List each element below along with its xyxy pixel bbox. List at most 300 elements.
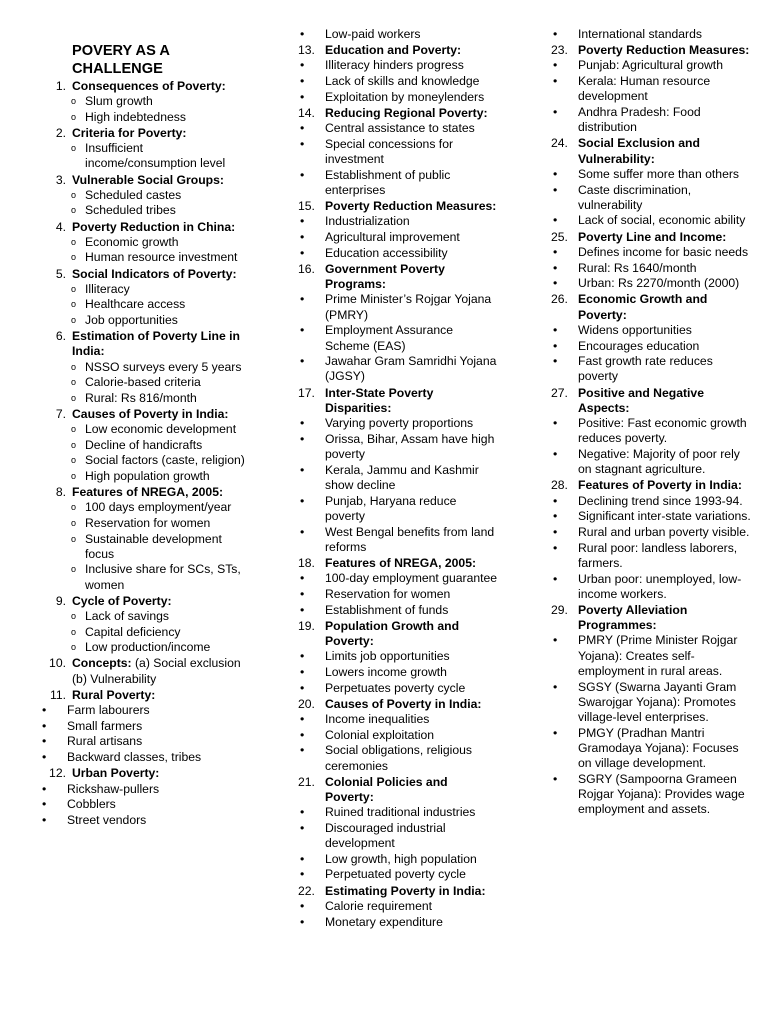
hollow-bullet-icon: o (70, 315, 76, 325)
bullet-icon: • (300, 664, 305, 679)
list-item (551, 541, 751, 571)
list-item (298, 603, 498, 618)
bullet-icon: • (300, 820, 305, 835)
bullet-icon: • (300, 851, 305, 866)
list-item (298, 292, 498, 322)
section-heading-text: Colonial Policies and Poverty: (325, 774, 448, 804)
hollow-bullet-icon: o (70, 642, 76, 653)
list-item (298, 74, 498, 89)
list-item (298, 416, 498, 431)
list-item-text: Urban poor: unemployed, low-income workers. (578, 571, 742, 601)
list-item-text: Caste discrimination, vulnerability (578, 182, 692, 212)
list-item (551, 245, 751, 260)
list-item-text: PMGY (Pradhan Mantri Gramodaya Yojana): Focuses on village development. (578, 725, 739, 771)
bullet-icon: • (553, 213, 558, 228)
section-heading (40, 766, 245, 781)
sub-list-item-text: Scheduled tribes (85, 203, 176, 218)
section-heading-text: Social Exclusion and Vulnerability: (578, 136, 700, 166)
sub-list-item-text: Lack of savings (85, 608, 170, 623)
sub-list-item-text: Social factors (caste, religion) (85, 453, 245, 468)
bullet-icon: • (300, 167, 305, 182)
section-heading (298, 386, 498, 416)
column-2 (298, 27, 498, 930)
list-item-text: Widens opportunities (578, 322, 692, 337)
hollow-bullet-icon: o (70, 610, 76, 621)
list-item (551, 772, 751, 818)
list-item-text: Positive: Fast economic growth reduces poverty. (578, 416, 747, 446)
sub-list-item (40, 235, 245, 250)
bullet-icon: • (553, 509, 558, 524)
list-item (298, 137, 498, 167)
section-heading (551, 386, 751, 416)
section-number: 1. (55, 79, 66, 93)
list-item (298, 121, 498, 136)
list-item (40, 782, 245, 797)
sub-list-item (40, 469, 245, 484)
list-item (551, 339, 751, 354)
bullet-icon: • (300, 680, 305, 695)
bullet-icon: • (553, 633, 558, 648)
sub-list-item (40, 203, 245, 218)
section-heading-text: Estimating Poverty in India: (325, 883, 486, 898)
section-heading (551, 603, 751, 633)
list-item-text: Central assistance to states (325, 121, 475, 136)
section-heading (298, 106, 498, 121)
sub-list-item-text: High population growth (85, 468, 210, 483)
list-item (551, 105, 751, 135)
list-item (551, 276, 751, 291)
section-heading-text: Inter-State Poverty Disparities: (325, 385, 434, 415)
list-item-text: Rickshaw-pullers (67, 781, 160, 796)
section-heading (298, 884, 498, 899)
sub-list-item-text: Low economic development (85, 422, 237, 437)
list-item (40, 703, 245, 718)
list-item-text: 100-day employment guarantee (325, 571, 498, 586)
sub-list-item-text: Slum growth (85, 94, 153, 109)
bullet-icon: • (553, 525, 558, 539)
sub-list-item (40, 110, 245, 125)
section-number: 23. (551, 43, 568, 58)
sub-list-item-text: Calorie-based criteria (85, 375, 201, 390)
section-number: 14. (298, 106, 315, 121)
list-item (298, 805, 498, 820)
sub-list-item-text: Scheduled castes (85, 187, 182, 202)
sub-list-item-text: Low production/income (85, 640, 211, 655)
sub-list-item (40, 250, 245, 265)
section-heading-bold: Concepts: (72, 656, 132, 671)
bullet-icon: • (300, 805, 305, 820)
list-item (298, 354, 498, 384)
section-heading-text: Features of Poverty in India: (578, 478, 742, 493)
list-item (298, 821, 498, 851)
list-item (551, 74, 751, 104)
sub-list-item (40, 640, 245, 655)
list-item-text: Encourages education (578, 338, 700, 353)
section-heading (40, 485, 245, 500)
bullet-icon: • (553, 27, 558, 41)
section-number: 13. (298, 43, 315, 58)
list-item-text: Special concessions for investment (325, 136, 454, 167)
section-heading (40, 220, 245, 235)
section-heading-text: Features of NREGA, 2005: (72, 485, 224, 500)
section-number: 6. (55, 329, 66, 344)
list-item-text: Defines income for basic needs (578, 244, 749, 259)
sub-list-item-text: Illiteracy (85, 281, 130, 296)
list-item (298, 90, 498, 105)
section-heading (298, 43, 498, 58)
bullet-icon: • (300, 743, 305, 758)
list-item-text: Agricultural improvement (325, 230, 460, 245)
list-item (298, 587, 498, 602)
bullet-icon: • (300, 74, 305, 89)
list-item-text: Income inequalities (325, 711, 430, 726)
section-heading-text: Consequences of Poverty: (72, 79, 226, 93)
section-number: 4. (55, 219, 66, 234)
section-number: 18. (298, 555, 315, 570)
list-item-text: Farm labourers (67, 702, 150, 717)
list-item-text: Varying poverty proportions (325, 416, 474, 431)
bullet-icon: • (300, 416, 305, 431)
list-item-text: Orissa, Bihar, Assam have high poverty (325, 431, 495, 461)
list-item (551, 261, 751, 276)
hollow-bullet-icon: o (70, 143, 76, 154)
list-item (551, 354, 751, 384)
section-number: 12. (49, 766, 66, 781)
sub-list-item (40, 500, 245, 515)
sub-list-item-text: Capital deficiency (85, 624, 181, 639)
section-number: 27. (551, 385, 568, 400)
sub-list-item-text: Decline of handicrafts (85, 437, 203, 452)
list-item-text: Cobblers (67, 797, 116, 812)
list-item-text: Lack of social, economic ability (578, 213, 746, 228)
section-heading-text: Rural Poverty: (72, 687, 156, 702)
sub-list-item-text: Healthcare access (85, 297, 186, 312)
bullet-icon: • (42, 812, 47, 827)
hollow-bullet-icon: o (70, 96, 76, 107)
bullet-icon: • (553, 571, 558, 586)
section-number: 9. (55, 593, 66, 608)
bullet-icon: • (553, 322, 558, 337)
sub-list-item (40, 297, 245, 312)
bullet-icon: • (300, 214, 305, 229)
list-item-text: Significant inter-state variations. (578, 509, 751, 524)
section-number: 16. (298, 262, 315, 277)
list-item-text: Punjab, Haryana reduce poverty (325, 493, 457, 523)
hollow-bullet-icon: o (70, 517, 76, 528)
section-heading-text: Positive and Negative Aspects: (578, 385, 704, 415)
section-heading-text: Poverty Reduction Measures: (578, 43, 750, 58)
bullet-icon: • (553, 771, 558, 786)
section-number: 8. (55, 485, 66, 500)
section-heading (298, 262, 498, 292)
list-item (298, 867, 498, 882)
list-item (551, 213, 751, 228)
bullet-icon: • (300, 230, 305, 245)
section-number: 26. (551, 292, 568, 307)
list-item (551, 572, 751, 602)
sub-list-item-text: NSSO surveys every 5 years (85, 359, 242, 374)
section-heading (551, 478, 751, 493)
list-item-text: Employment Assurance Scheme (EAS) (325, 323, 454, 353)
section-heading (40, 688, 245, 703)
sub-list-item-text: Job opportunities (85, 313, 178, 327)
sub-list-item (40, 453, 245, 468)
list-item (298, 494, 498, 524)
section-number: 21. (298, 774, 315, 789)
bullet-icon: • (553, 493, 558, 508)
section-heading-text: Economic Growth and Poverty: (578, 292, 708, 322)
list-item (40, 750, 245, 765)
sub-list-item-text: Human resource investment (85, 250, 238, 265)
list-item (298, 323, 498, 353)
hollow-bullet-icon: o (70, 361, 76, 372)
sub-list-item-text: Inclusive share for SCs, STs, women (85, 562, 241, 592)
column-3 (551, 27, 751, 818)
section-heading (40, 407, 245, 422)
document-title: POVERY AS A CHALLENGE (72, 43, 170, 77)
section-heading-text: Reducing Regional Poverty: (325, 106, 488, 121)
list-item-text: Limits job opportunities (325, 649, 450, 664)
section-heading-text: Poverty Reduction Measures: (325, 199, 497, 214)
list-item-text: Andhra Pradesh: Food distribution (578, 105, 701, 135)
list-item-text: Ruined traditional industries (325, 805, 476, 820)
list-item (298, 230, 498, 245)
list-item-text: Urban: Rs 2270/month (2000) (578, 276, 740, 291)
sub-list-item (40, 282, 245, 297)
bullet-icon: • (300, 711, 305, 726)
list-item-text: Street vendors (67, 812, 147, 827)
bullet-icon: • (553, 58, 558, 73)
sub-list-item (40, 516, 245, 531)
section-number: 5. (55, 266, 66, 281)
bullet-icon: • (553, 354, 558, 369)
section-heading-text: Population Growth and Poverty: (325, 618, 460, 648)
section-heading-text: Causes of Poverty in India: (72, 407, 229, 421)
list-item (298, 27, 498, 42)
list-item (298, 246, 498, 261)
list-item-text: Low-paid workers (325, 27, 421, 41)
section-number: 3. (55, 172, 66, 187)
bullet-icon: • (300, 649, 305, 664)
section-heading-text: Criteria for Poverty: (72, 126, 187, 140)
bullet-icon: • (553, 74, 558, 89)
hollow-bullet-icon: o (70, 236, 76, 247)
list-item-text: Perpetuated poverty cycle (325, 867, 466, 882)
list-item (298, 214, 498, 229)
list-item-text: Rural: Rs 1640/month (578, 260, 697, 275)
bullet-icon: • (42, 781, 47, 796)
hollow-bullet-icon: o (70, 470, 76, 481)
bullet-icon: • (42, 750, 47, 765)
bullet-icon: • (42, 734, 47, 749)
bullet-icon: • (300, 867, 305, 882)
list-item (551, 27, 751, 42)
section-heading (298, 619, 498, 649)
sub-list-item-text: Sustainable development focus (85, 531, 222, 561)
sub-list-item (40, 188, 245, 203)
sub-list-item (40, 438, 245, 453)
section-heading-text: Poverty Line and Income: (578, 229, 727, 244)
list-item (40, 734, 245, 749)
hollow-bullet-icon: o (70, 502, 76, 513)
sub-list-item (40, 625, 245, 640)
hollow-bullet-icon: o (70, 252, 76, 263)
hollow-bullet-icon: o (70, 392, 76, 403)
section-heading-text: Estimation of Poverty Line in India: (72, 329, 240, 359)
bullet-icon: • (300, 462, 305, 477)
section-number: 24. (551, 136, 568, 151)
section-number: 20. (298, 696, 315, 711)
bullet-icon: • (300, 354, 305, 369)
list-item (40, 719, 245, 734)
bullet-icon: • (300, 27, 305, 41)
list-item-text: Perpetuates poverty cycle (325, 680, 466, 695)
sub-list-item-text: Rural: Rs 816/month (85, 390, 197, 405)
bullet-icon: • (300, 727, 305, 742)
column-1 (40, 36, 245, 829)
section-heading-text: Government Poverty Programs: (325, 262, 445, 292)
list-item-text: Rural poor: landless laborers, farmers. (578, 540, 738, 570)
bullet-icon: • (300, 602, 305, 617)
hollow-bullet-icon: o (70, 299, 76, 310)
list-item-text: Backward classes, tribes (67, 750, 202, 765)
column-2-list (298, 27, 498, 930)
hollow-bullet-icon: o (70, 283, 76, 294)
list-item-text: Establishment of public enterprises (325, 167, 451, 198)
sub-list-item (40, 313, 245, 328)
sub-list-item (40, 422, 245, 437)
section-heading (551, 292, 751, 322)
list-item-text: Monetary expenditure (325, 914, 443, 929)
list-item-text: Industrialization (325, 214, 410, 229)
list-item (298, 463, 498, 493)
sub-list-item (40, 391, 245, 406)
bullet-icon: • (553, 105, 558, 120)
bullet-icon: • (300, 292, 305, 307)
sub-list-item-text: High indebtedness (85, 109, 186, 124)
list-item (298, 571, 498, 586)
bullet-icon: • (300, 136, 305, 151)
hollow-bullet-icon: o (70, 564, 76, 575)
list-item-text: Rural and urban poverty visible. (578, 525, 750, 539)
section-heading (298, 199, 498, 214)
list-item (551, 633, 751, 679)
list-item-text: Discouraged industrial development (325, 820, 446, 851)
section-number: 28. (551, 478, 568, 493)
hollow-bullet-icon: o (70, 626, 76, 637)
list-item (298, 743, 498, 773)
bullet-icon: • (553, 166, 558, 181)
section-heading (40, 79, 245, 94)
bullet-icon: • (300, 898, 305, 913)
section-number: 25. (551, 229, 568, 244)
section-number: 22. (298, 883, 315, 898)
bullet-icon: • (300, 323, 305, 338)
list-item (551, 416, 751, 446)
list-item-text: Social obligations, religious ceremonies (325, 743, 473, 773)
section-number: 10. (49, 656, 66, 671)
list-item-text: Reservation for women (325, 586, 451, 601)
bullet-icon: • (553, 446, 558, 461)
list-item-text: Punjab: Agricultural growth (578, 58, 723, 73)
list-item (551, 183, 751, 213)
sub-list-item (40, 609, 245, 624)
list-item-text: PMRY (Prime Minister Rojgar Yojana): Creates self-employment in rural areas. (578, 633, 738, 678)
section-heading (40, 126, 245, 141)
sub-list-item (40, 562, 245, 592)
section-heading-text: Features of NREGA, 2005: (325, 555, 477, 570)
list-item-text: Calorie requirement (325, 898, 433, 913)
section-heading (40, 267, 245, 282)
section-number: 15. (298, 199, 315, 214)
list-item-text: West Bengal benefits from land reforms (325, 524, 495, 554)
list-item (298, 681, 498, 696)
section-heading (298, 556, 498, 571)
hollow-bullet-icon: o (70, 205, 76, 216)
hollow-bullet-icon: o (70, 455, 76, 466)
list-item (298, 712, 498, 727)
list-item-text: SGRY (Sampoorna Grameen Rojgar Yojana): Provides wage employment and assets. (578, 771, 745, 817)
hollow-bullet-icon: o (70, 189, 76, 200)
section-heading-text: Social Indicators of Poverty: (72, 266, 237, 281)
list-item (298, 899, 498, 914)
list-item-text: Prime Minister’s Rojgar Yojana (PMRY) (325, 292, 492, 322)
section-number: 7. (55, 407, 66, 421)
list-item (551, 509, 751, 524)
list-item (551, 58, 751, 73)
list-item-text: Lowers income growth (325, 664, 447, 679)
bullet-icon: • (300, 524, 305, 539)
list-item-text: Some suffer more than others (578, 166, 740, 181)
list-item (551, 525, 751, 540)
column-1-list (40, 79, 245, 828)
list-item-text: Negative: Majority of poor rely on stagnant agriculture. (578, 446, 740, 477)
section-heading-text (72, 656, 245, 686)
bullet-icon: • (553, 416, 558, 431)
hollow-bullet-icon: o (70, 424, 76, 435)
sub-list-item-text: Insufficient income/consumption level (85, 141, 226, 171)
sub-list-item (40, 141, 245, 171)
bullet-icon: • (553, 244, 558, 259)
list-item (551, 167, 751, 182)
section-heading (298, 697, 498, 712)
sub-list-item (40, 360, 245, 375)
list-item-text: Low growth, high population (325, 851, 477, 866)
section-heading (551, 43, 751, 58)
bullet-icon: • (553, 260, 558, 275)
bullet-icon: • (553, 338, 558, 353)
list-item-text: Declining trend since 1993-94. (578, 493, 743, 508)
list-item (298, 915, 498, 930)
sub-list-item-text: Reservation for women (85, 515, 211, 530)
list-item-text: Exploitation by moneylenders (325, 89, 485, 104)
section-heading-text: Poverty Alleviation Programmes: (578, 603, 688, 633)
list-item-text: Education accessibility (325, 245, 448, 260)
sub-list-item (40, 375, 245, 390)
section-heading (551, 230, 751, 245)
section-number: 11. (49, 687, 66, 702)
list-item-text: International standards (578, 27, 702, 41)
section-number: 29. (551, 603, 568, 618)
list-item (551, 447, 751, 477)
list-item-text: Kerala: Human resource development (578, 74, 711, 104)
list-item (551, 680, 751, 726)
section-heading-text: Vulnerable Social Groups: (72, 172, 224, 187)
section-heading-text: Education and Poverty: (325, 43, 462, 58)
bullet-icon: • (553, 182, 558, 197)
bullet-icon: • (300, 586, 305, 601)
list-item (40, 813, 245, 828)
